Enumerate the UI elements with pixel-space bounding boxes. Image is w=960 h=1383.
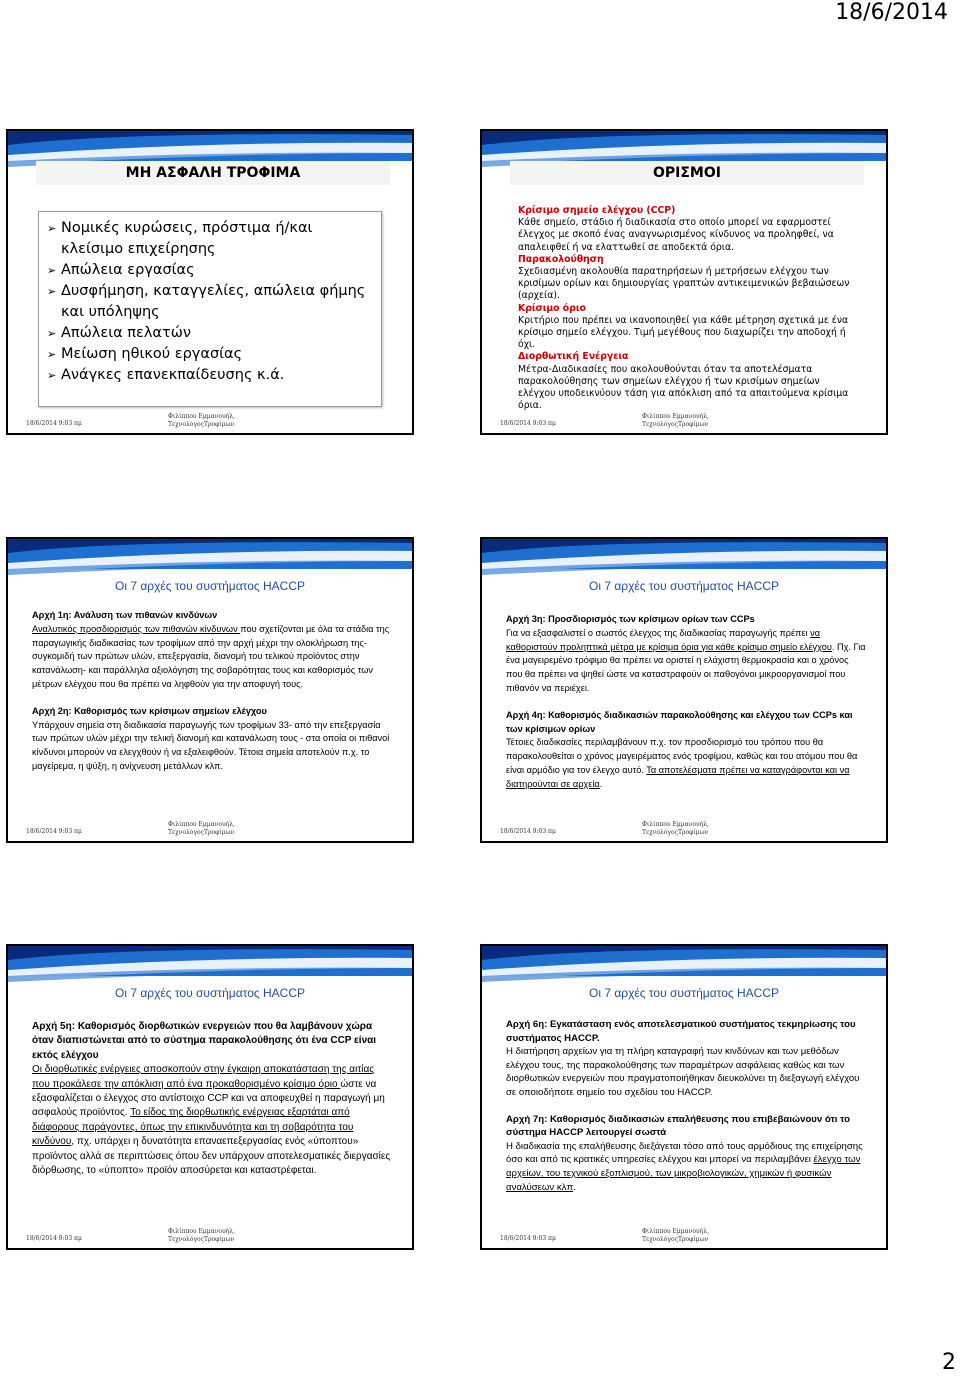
author-title: ΤεχνολόγοςΤροφίμων xyxy=(168,421,235,428)
author-name: Φιλίππου Εμμανουήλ, xyxy=(168,413,235,420)
slide-footer-date: 18/6/2014 9:03 πμ xyxy=(26,420,82,427)
slide-footer-date: 18/6/2014 9:03 πμ xyxy=(26,828,82,835)
author-name: Φιλίππου Εμμανουήλ, xyxy=(642,821,709,828)
definition-text: Κριτήριο που πρέπει να ικανοποιηθεί για κάθε μέτρηση σχετικά με ένα κρίσιμο σημείο ελέγχου. Τιμή μεγέθους που διαχωρίζει την αποδοχή ή όχι. xyxy=(518,314,849,351)
principle-text: . Πχ. Για ένα μαγειρεμένο τρόφιμο θα πρέπει να οριστεί η ελάχιστη θερμοκρασία και ο χρόνος που θα πρέπει να ψηθεί ώστε να καταστραφούν οι παθογόνοι μικροοργανισμοί που πιθανόν να περιέχει. xyxy=(506,641,866,693)
slide-haccp-principles-1-2 xyxy=(6,537,414,843)
author-name: Φιλίππου Εμμανουήλ, xyxy=(642,413,709,420)
definition-text: Κάθε σημείο, στάδιο ή διαδικασία στο οποίο μπορεί να εφαρμοστεί έλεγχος με σκοπό ένας αναγνωρισμένος κίνδυνος να προληφθεί, να απαλειφθεί ή να ελαττωθεί σε αποδεκτά όρια. xyxy=(518,217,834,253)
underlined-text: Οι διορθωτικές ενέργειες αποσκοπούν στην έγκαιρη αποκατάσταση της αιτίας που προκάλεσε την απόκλιση από ένα προκαθορισμένο κρίσιμο όριο xyxy=(32,1064,375,1090)
principle-heading: Αρχή 1η: Ανάλυση των πιθανών κινδύνων xyxy=(32,610,218,620)
slide-body xyxy=(506,1018,866,1207)
slide-unsafe-food xyxy=(6,129,414,435)
slide-footer-author xyxy=(642,413,709,429)
underlined-text: έλεγχο των αρχείων, του τεχνικού εξοπλισμού, των μικροβιολογικών, χημικών ή φυσικών αναλύσεων κλπ xyxy=(506,1154,861,1193)
slide-footer-date: 18/6/2014 9:03 πμ xyxy=(500,420,556,427)
slide-footer-author xyxy=(168,1228,235,1244)
slide-footer-date: 18/6/2014 9:03 πμ xyxy=(500,1235,556,1242)
author-name: Φιλίππου Εμμανουήλ, xyxy=(168,821,235,828)
slide-haccp-principle-5 xyxy=(6,944,414,1250)
slide-title: ΟΡΙΣΜΟΙ xyxy=(510,161,864,185)
slide-title: ΜΗ ΑΣΦΑΛΗ ΤΡΟΦΙΜΑ xyxy=(36,161,390,185)
principle-text: Η διαδικασία της επαλήθευσης διεξάγεται τόσο από τους αρμόδιους της επιχείρησης όσο και από τις κρατικές υπηρεσίες ελέγχου και μπορεί να περιλαμβάνει xyxy=(506,1140,863,1166)
principle-text: . xyxy=(599,778,603,789)
definitions-list xyxy=(518,205,858,412)
slide-footer-author xyxy=(168,821,235,837)
principle-heading: Αρχή 4η: Καθορισμός διαδικασιών παρακολούθησης και ελέγχου των CCPs και των κρίσιμων ορίων xyxy=(506,709,853,734)
definition-term: Κρίσιμο όριο xyxy=(518,302,586,314)
slide-footer-author xyxy=(642,821,709,837)
principle-text: Για να εξασφαλιστεί ο σωστός έλεγχος της διαδικασίας παραγωγής πρέπει xyxy=(506,627,811,638)
principle-text: . xyxy=(573,1181,576,1193)
principle-heading: Αρχή 2η: Καθορισμός των κρίσιμων σημείων ελέγχου xyxy=(32,705,267,716)
author-title: ΤεχνολόγοςΤροφίμων xyxy=(642,421,709,428)
slide-title: Οι 7 αρχές του συστήματος HACCP xyxy=(588,579,780,593)
author-title: ΤεχνολόγοςΤροφίμων xyxy=(168,1236,235,1243)
slide-footer-date: 18/6/2014 9:03 πμ xyxy=(500,828,556,835)
slide-definitions xyxy=(480,129,888,435)
principle-text: ώστε να εξασφαλίζεται ο έλεγχος στο αντίστοιχο CCP και να αποφευχθεί η παραγωγή μη ασφαλούς προϊόντος. xyxy=(32,1078,385,1119)
principle-heading: Αρχή 5η: Καθορισμός διορθωτικών ενεργειών που θα λαμβάνουν χώρα όταν διαπιστώνεται από το σύστημα παρακολούθησης ότι ένα CCP είναι εκτός ελέγχου xyxy=(32,1021,377,1061)
author-title: ΤεχνολόγοςΤροφίμων xyxy=(168,829,235,836)
page-date: 18/6/2014 xyxy=(835,0,948,25)
page-number: 2 xyxy=(942,1350,956,1375)
slide-body xyxy=(506,613,866,805)
author-name: Φιλίππου Εμμανουήλ, xyxy=(168,1228,235,1235)
author-name: Φιλίππου Εμμανουήλ, xyxy=(642,1228,709,1235)
definition-term: Κρίσιμο σημείο ελέγχου (CCP) xyxy=(518,205,676,216)
definition-term: Διορθωτική Ενέργεια xyxy=(518,351,629,363)
slide-haccp-principles-6-7 xyxy=(480,944,888,1250)
slide-title: Οι 7 αρχές του συστήματος HACCP xyxy=(114,986,306,1000)
slide-haccp-principles-3-4 xyxy=(480,537,888,843)
principle-text: που σχετίζονται με όλα τα στάδια της παραγωγικής διαδικασίας των τροφίμων από την αρχή μέχρι την ολοκλήρωση της- συγκομιδή των πρώτων υλών, επεξεργασία, διανομή του τελικού προϊόντος στην κατανάλωση- και παράλληλα αξιολόγηση της σοβαρότητας τους και καθορισμός των μέτρων ελέγχου που θα πρέπει να ληφθούν για την αποφυγή τους. xyxy=(32,623,390,689)
slide-footer-author xyxy=(642,1228,709,1244)
bullet-item: ➢ Δυσφήμηση, καταγγελίες, απώλεια φήμης και υπόληψης xyxy=(47,281,373,323)
principle-heading: Αρχή 6η: Εγκατάσταση ενός αποτελεσματικού συστήματος τεκμηρίωσης του συστήματος HACCP. xyxy=(506,1019,856,1044)
slide-body xyxy=(32,1020,392,1191)
bullet-item: ➢ Απώλεια εργασίας xyxy=(47,260,373,281)
principle-heading: Αρχή 3η: Προσδιορισμός των κρίσιμων ορίων των CCPs xyxy=(506,614,755,624)
slide-title: Οι 7 αρχές του συστήματος HACCP xyxy=(114,579,306,593)
slide-title: Οι 7 αρχές του συστήματος HACCP xyxy=(588,986,780,1000)
slide-body xyxy=(32,609,392,787)
bullet-item: ➢ Μείωση ηθικού εργασίας xyxy=(47,344,373,365)
underlined-text: Τα αποτελέσματα πρέπει να καταγράφονται και να διατηρούνται σε αρχεία xyxy=(506,764,850,789)
principle-text: Η διατήρηση αρχείων για τη πλήρη καταγραφή των κινδύνων και των μεθόδων ελέγχου τους, της παρακολούθησης των παραμέτρων ασφάλειας καθώς και των διορθωτικών ενεργειών που πραγματοποιήθηκαν διευκολύνει τη διεξαγωγή ελέγχου σε οποιοδήποτε σημείο του σχεδίου του HACCP. xyxy=(506,1046,860,1098)
slide-footer-author xyxy=(168,413,235,429)
underlined-text: να καθοριστούν προληπτικά μέτρα με κρίσιμα όρια για κάθε κρίσιμο σημείο ελέγχου xyxy=(506,627,832,652)
definition-term: Παρακολούθηση xyxy=(518,253,604,265)
principle-text: , πχ. υπάρχει η δυνατότητα επαναεπεξεργασίας ενός «ύποπτου» προϊόντος αλλά σε περιπτώσεις όπου δεν υπάρχουν αποτελεσματικές διεργασίες διόρθωσης, το «ύποπτο» προϊόν αποσύρεται και καταστρέφεται. xyxy=(32,1136,391,1177)
slide-footer-date: 18/6/2014 9:03 πμ xyxy=(26,1235,82,1242)
principle-text: Τέτοιες διαδικασίες περιλαμβάνουν π.χ. τον προσδιορισμό του τρόπου που θα παρακολουθείται ο χρόνος μαγειρέματος ενός τροφίμου, καθώς και του ατόμου που θα είναι αρμόδιο για τον έλεγχο αυτό. xyxy=(506,737,858,775)
author-title: ΤεχνολόγοςΤροφίμων xyxy=(642,829,709,836)
bullet-item: ➢ Ανάγκες επανεκπαίδευσης κ.ά. xyxy=(47,365,373,386)
bullet-item: ➢ Απώλεια πελατών xyxy=(47,323,373,344)
definition-text: Σχεδιασμένη ακολουθία παρατηρήσεων ή μετρήσεων ελέγχου των κρισίμων ορίων και δημιουργίας γραπτών αντικειμενικών βεβαιώσεων (αρχεία). xyxy=(518,266,850,302)
bullet-list xyxy=(38,211,382,407)
principle-text: Υπάρχουν σημεία στη διαδικασία παραγωγής των τροφίμων 33- από την επεξεργασία των πρώτων υλών μέχρι την τελική διανομή και κατανάλωση τους - στα οποία οι πιθανοί κίνδυνοι μπορούν να ελεγχθούν ή να εξαλειφθούν. Τέτοια σημεία αποτελούν π.χ. το μαγείρεμα, η ψύξη, η ανίχνευση μετάλλων κλπ. xyxy=(32,719,390,771)
bullet-item: ➢ Νομικές κυρώσεις, πρόστιμα ή/και κλείσιμο επιχείρησης xyxy=(47,218,373,260)
author-title: ΤεχνολόγοςΤροφίμων xyxy=(642,1236,709,1243)
underlined-text: Αναλυτικός προσδιορισμός των πιθανών κίνδυνων xyxy=(32,623,241,634)
principle-heading: Αρχή 7η: Καθορισμός διαδικασιών επαλήθευσης που επιβεβαιώνουν ότι το σύστημα HACCP λειτουργεί σωστά xyxy=(506,1113,850,1139)
underlined-text: Το είδος της διορθωτικής ενέργειας εξαρτάται από διάφορους παράγοντες, όπως την επικινδυνότητα και τη σοβαρότητα του κινδύνου xyxy=(32,1107,354,1148)
definition-text: Μέτρα-Διαδικασίες που ακολουθούνται όταν τα αποτελέσματα παρακολούθησης των σημείων ελέγχου ή των κρισίμων σημείων ελέγχου υποδεικνύουν τάση για απόκλιση από τα απαιτούμενα κρίσιμα όρια. xyxy=(518,363,849,412)
